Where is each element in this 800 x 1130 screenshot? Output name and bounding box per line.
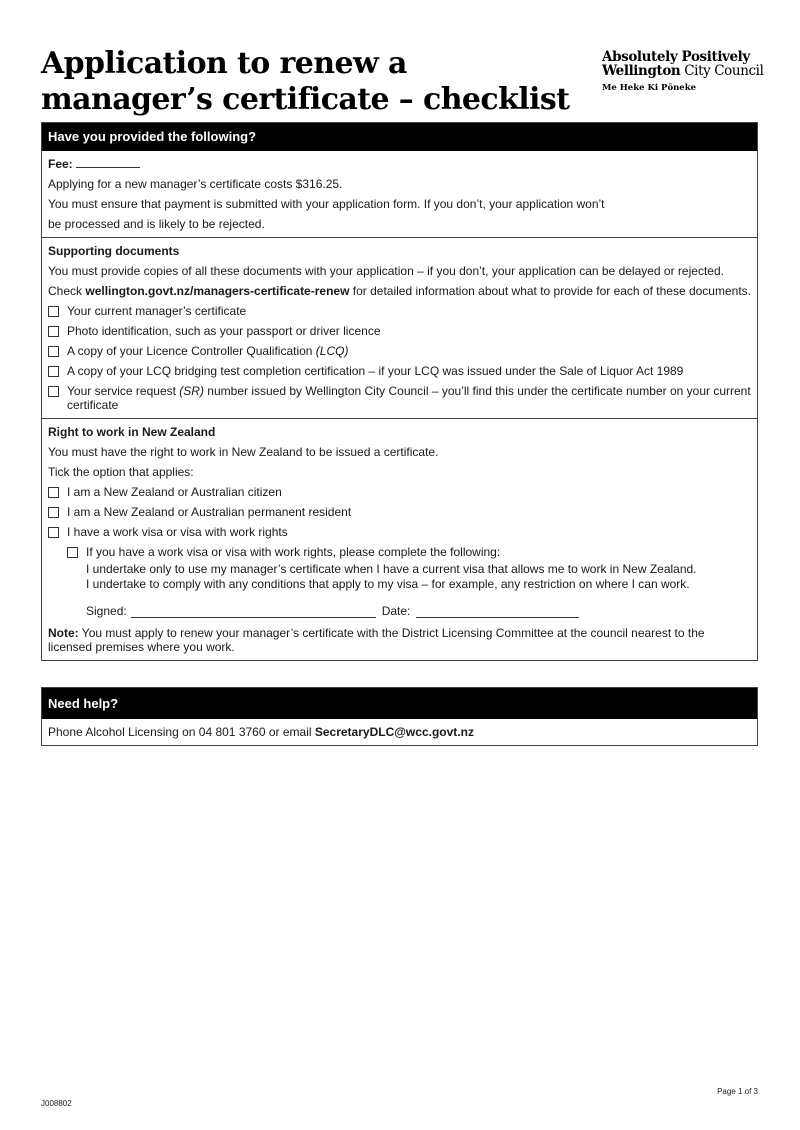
logo-tagline: Absolutely Positively: [602, 49, 750, 65]
checkbox[interactable]: [48, 326, 59, 337]
fee-row: [48, 157, 751, 171]
date-label: Date:: [381, 604, 411, 618]
right-to-work-section: [42, 418, 757, 660]
checkbox[interactable]: [48, 507, 59, 518]
checkbox[interactable]: [48, 527, 59, 538]
council-logo: [602, 50, 772, 93]
tick-instruction: Tick the option that applies:: [48, 465, 194, 479]
checkbox[interactable]: [48, 346, 59, 357]
doc-item-service-request: Your service request (SR) number issued by Wellington City Council – you’ll find this under the certificate number on your current certificate: [48, 384, 751, 412]
right-to-work-heading: Right to work in New Zealand: [48, 425, 216, 439]
help-text: Phone Alcohol Licensing on 04 801 3760 or email SecretaryDLC@wcc.govt.nz: [48, 725, 474, 739]
undertaking-2: I undertake to comply with any conditions that apply to my visa – for example, any restriction on where I can work.: [86, 577, 690, 591]
help-box: [41, 687, 758, 746]
option-citizen: I am a New Zealand or Australian citizen: [48, 485, 751, 499]
doc-item-lcq-bridging: A copy of your LCQ bridging test completion certification – if your LCQ was issued under the Sale of Liquor Act 1989: [48, 364, 751, 378]
doc-item-lcq: A copy of your Licence Controller Qualification (LCQ): [48, 344, 751, 358]
logo-maori-name: Me Heke Ki Pōneke: [602, 83, 696, 93]
fee-payment-text-1: You must ensure that payment is submitted with your application form. If you don’t, your application won’t: [48, 197, 605, 211]
help-heading: Need help?: [42, 688, 757, 719]
date-field[interactable]: [416, 606, 579, 618]
checkbox[interactable]: [48, 386, 59, 397]
note-text: Note: You must apply to renew your manager’s certificate with the District Licensing Committee at the council nearest to the licensed premises where you work.: [48, 626, 705, 654]
doc-item-photo-id: Photo identification, such as your passport or driver licence: [48, 324, 751, 338]
checkbox[interactable]: [48, 366, 59, 377]
option-permanent-resident: I am a New Zealand or Australian permanent resident: [48, 505, 751, 519]
fee-cost-text: Applying for a new manager’s certificate costs $316.25.: [48, 177, 343, 191]
right-to-work-intro: You must have the right to work in New Zealand to be issued a certificate.: [48, 445, 439, 459]
fee-label: Fee:: [48, 157, 73, 171]
page-number: Page 1 of 3: [717, 1087, 758, 1096]
checklist-heading: Have you provided the following?: [42, 123, 757, 151]
form-id: J008802: [41, 1099, 72, 1108]
undertaking-1: I undertake only to use my manager’s certificate when I have a current visa that allows me to work in New Zealand.: [86, 562, 697, 576]
signed-label: Signed:: [86, 604, 127, 618]
doc-item-current-certificate: Your current manager’s certificate: [48, 304, 751, 318]
supporting-docs-check: Check wellington.govt.nz/managers-certificate-renew for detailed information about what to provide for each of these documents.: [48, 284, 751, 298]
supporting-docs-intro: You must provide copies of all these documents with your application – if you don’t, your application can be delayed or rejected.: [48, 264, 724, 278]
fee-input-line[interactable]: [76, 157, 140, 168]
option-work-visa: I have a work visa or visa with work rights: [48, 525, 751, 539]
signature-row: [48, 604, 751, 618]
fee-section: [42, 151, 757, 237]
supporting-docs-section: [42, 237, 757, 418]
checkbox[interactable]: [48, 487, 59, 498]
signature-field[interactable]: [131, 606, 376, 618]
option-visa-undertaking: If you have a work visa or visa with work rights, please complete the following:: [48, 545, 751, 559]
help-section: [42, 719, 757, 745]
checkbox[interactable]: [48, 306, 59, 317]
renew-info-link[interactable]: wellington.govt.nz/managers-certificate-renew: [85, 284, 350, 298]
fee-payment-text-2: be processed and is likely to be rejected.: [48, 217, 265, 231]
help-email-link[interactable]: SecretaryDLC@wcc.govt.nz: [314, 725, 474, 739]
page-title: Application to renew a manager’s certificate – checklist: [41, 46, 570, 117]
checkbox[interactable]: [67, 547, 78, 558]
checklist-box: [41, 122, 758, 661]
supporting-docs-heading: Supporting documents: [48, 244, 180, 258]
logo-council-name: Wellington City Council: [602, 63, 764, 79]
